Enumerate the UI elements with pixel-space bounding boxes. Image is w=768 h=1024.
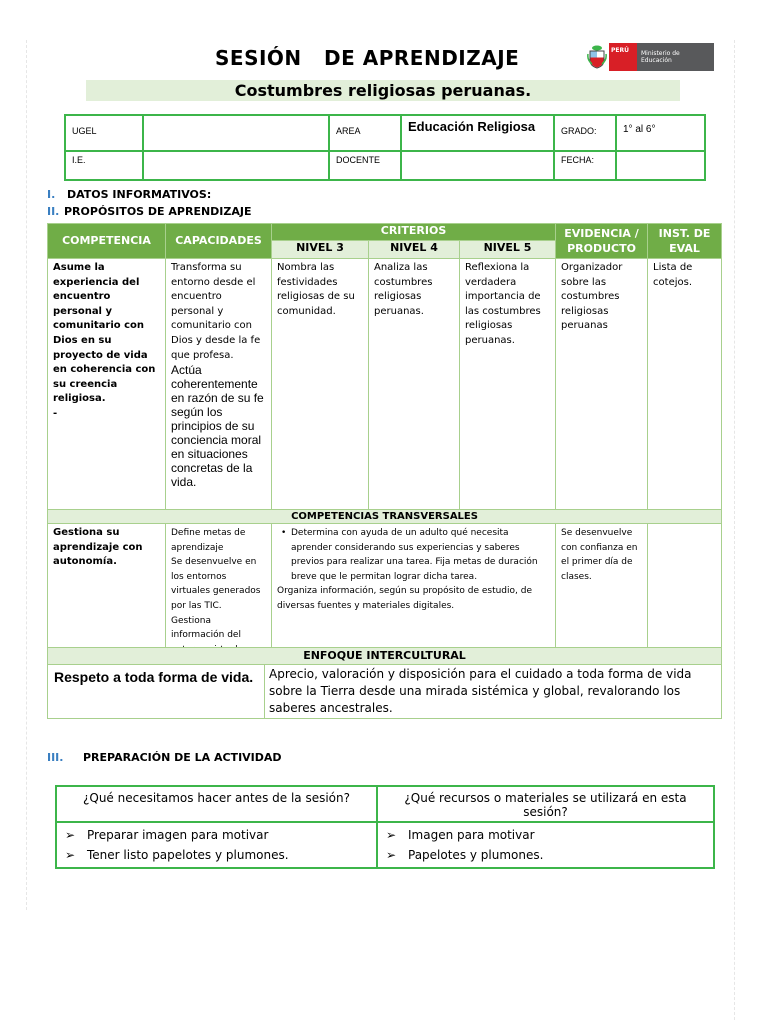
inst-eval-cell: Lista de cotejos. (648, 259, 722, 510)
enfoque-valor (48, 665, 265, 719)
nivel-4-cell: Analiza las costumbres religiosas peruanas. (369, 259, 460, 510)
peru-coat-of-arms-icon (587, 44, 607, 70)
section-1-title: DATOS INFORMATIVOS: (67, 188, 212, 201)
section-2-title: PROPÓSITOS DE APRENDIZAJE (64, 205, 252, 218)
area-label: AREA (329, 115, 401, 151)
header-criterios: CRITERIOS (272, 224, 556, 241)
transversal-competencia-cell: Gestiona su aprendizaje con autonomía. (48, 524, 166, 660)
preparation-list-2 (384, 825, 707, 865)
enfoque-descripcion: Aprecio, valoración y disposición para el cuidado a toda forma de vida sobre la Tierra desde una mirada sistémica y global, revalorando los saberes ancestrales. (265, 665, 722, 719)
competencia-dash: - (53, 407, 58, 419)
transversal-evidencia-cell: Se desenvuelve con confianza en el primer día de clases. (556, 524, 648, 660)
header-competencia: COMPETENCIA (48, 224, 166, 259)
right-margin-guide (734, 40, 735, 1020)
transversal-criterio-extra: Organiza información, según su propósito de estudio, de diversas fuentes y materiales digitales. (277, 586, 532, 611)
capacidad-1: Transforma su entorno desde el encuentro personal y comunitario con Dios y desde la fe que profesa. (171, 262, 261, 361)
preparation-answers-2 (377, 822, 714, 868)
transversal-criterios-list (277, 526, 550, 584)
purposes-table (47, 223, 722, 660)
section-2-number: II. (47, 205, 60, 218)
preparation-table (55, 785, 715, 869)
ugel-value (143, 115, 329, 151)
transversal-criterios-cell (272, 524, 556, 660)
session-subtitle: Costumbres religiosas peruanas. (86, 80, 680, 101)
section-2-heading (47, 205, 251, 218)
left-margin-guide (26, 40, 27, 910)
peru-brand-block: PERÚ (609, 43, 637, 71)
transversal-criterio-bullet: • Determina con ayuda de un adulto qué necesita aprender considerando sus experiencias y saberes previos para realizar una tarea. Fija metas de duración breve que le permitan lograr dicha tarea. (277, 526, 550, 584)
minedu-logo (587, 43, 714, 71)
preparation-list-1 (63, 825, 370, 865)
nivel-3-cell: Nombra las festividades religiosas de su comunidad. (272, 259, 369, 510)
preparation-answers-1 (56, 822, 377, 868)
transversal-header: COMPETENCIAS TRANSVERSALES (48, 510, 722, 524)
enfoque-title: ENFOQUE INTERCULTURAL (48, 648, 722, 665)
grado-label: GRADO: (554, 115, 616, 151)
capacidad-2: Actúa coherentemente en razón de su fe según los principios de su conciencia moral en situaciones concretas de la vida. (171, 363, 264, 490)
area-value: Educación Religiosa (401, 115, 554, 151)
section-3-title: PREPARACIÓN DE LA ACTIVIDAD (83, 751, 282, 764)
preparation-question-1: ¿Qué necesitamos hacer antes de la sesión? (56, 786, 377, 822)
nivel-5-cell: Reflexiona la verdadera importancia de las costumbres religiosas peruanas. (460, 259, 556, 510)
fecha-label: FECHA: (554, 151, 616, 180)
info-table (64, 114, 706, 181)
enfoque-table (47, 647, 722, 719)
fecha-value (616, 151, 705, 180)
transversal-capacidades-cell: Define metas de aprendizaje Se desenvuelve en los entornos virtuales generados por las TIC. Gestiona información del (166, 524, 272, 660)
header-nivel-5: NIVEL 5 (460, 241, 556, 259)
header-capacidades: CAPACIDADES (166, 224, 272, 259)
grado-value: 1° al 6° (616, 115, 705, 151)
header-evidencia: EVIDENCIA / PRODUCTO (556, 224, 648, 259)
ie-label: I.E. (65, 151, 143, 180)
header-nivel-4: NIVEL 4 (369, 241, 460, 259)
preparation-question-2: ¿Qué recursos o materiales se utilizará en esta sesión? (377, 786, 714, 822)
section-1-number: I. (47, 188, 56, 201)
docente-label: DOCENTE (329, 151, 401, 180)
ministry-brand-block: Ministerio de Educación (637, 43, 714, 71)
list-item: ➢ Imagen para motivar (384, 825, 707, 845)
section-1-heading (47, 188, 211, 201)
ie-value (143, 151, 329, 180)
list-item: ➢ Tener listo papelotes y plumones. (63, 845, 370, 865)
ugel-label: UGEL (65, 115, 143, 151)
competencia-cell (48, 259, 166, 510)
page-title: SESIÓN DE APRENDIZAJE (215, 46, 520, 70)
section-3-number: III. (47, 751, 64, 764)
competencia-text: Asume la experiencia del encuentro personal y comunitario con Dios en su proyecto de vida en coherencia con su creencia religiosa. (53, 262, 156, 405)
docente-value (401, 151, 554, 180)
evidencia-cell: Organizador sobre las costumbres religiosas peruanas (556, 259, 648, 510)
section-3-heading (47, 751, 282, 764)
list-item: ➢ Papelotes y plumones. (384, 845, 707, 865)
list-item: ➢ Preparar imagen para motivar (63, 825, 370, 845)
capacidades-cell (166, 259, 272, 510)
header-inst-eval: INST. DE EVAL (648, 224, 722, 259)
enfoque-valor-text: Respeto a toda forma de vida. (54, 669, 254, 685)
transversal-inst-cell (648, 524, 722, 660)
header-nivel-3: NIVEL 3 (272, 241, 369, 259)
